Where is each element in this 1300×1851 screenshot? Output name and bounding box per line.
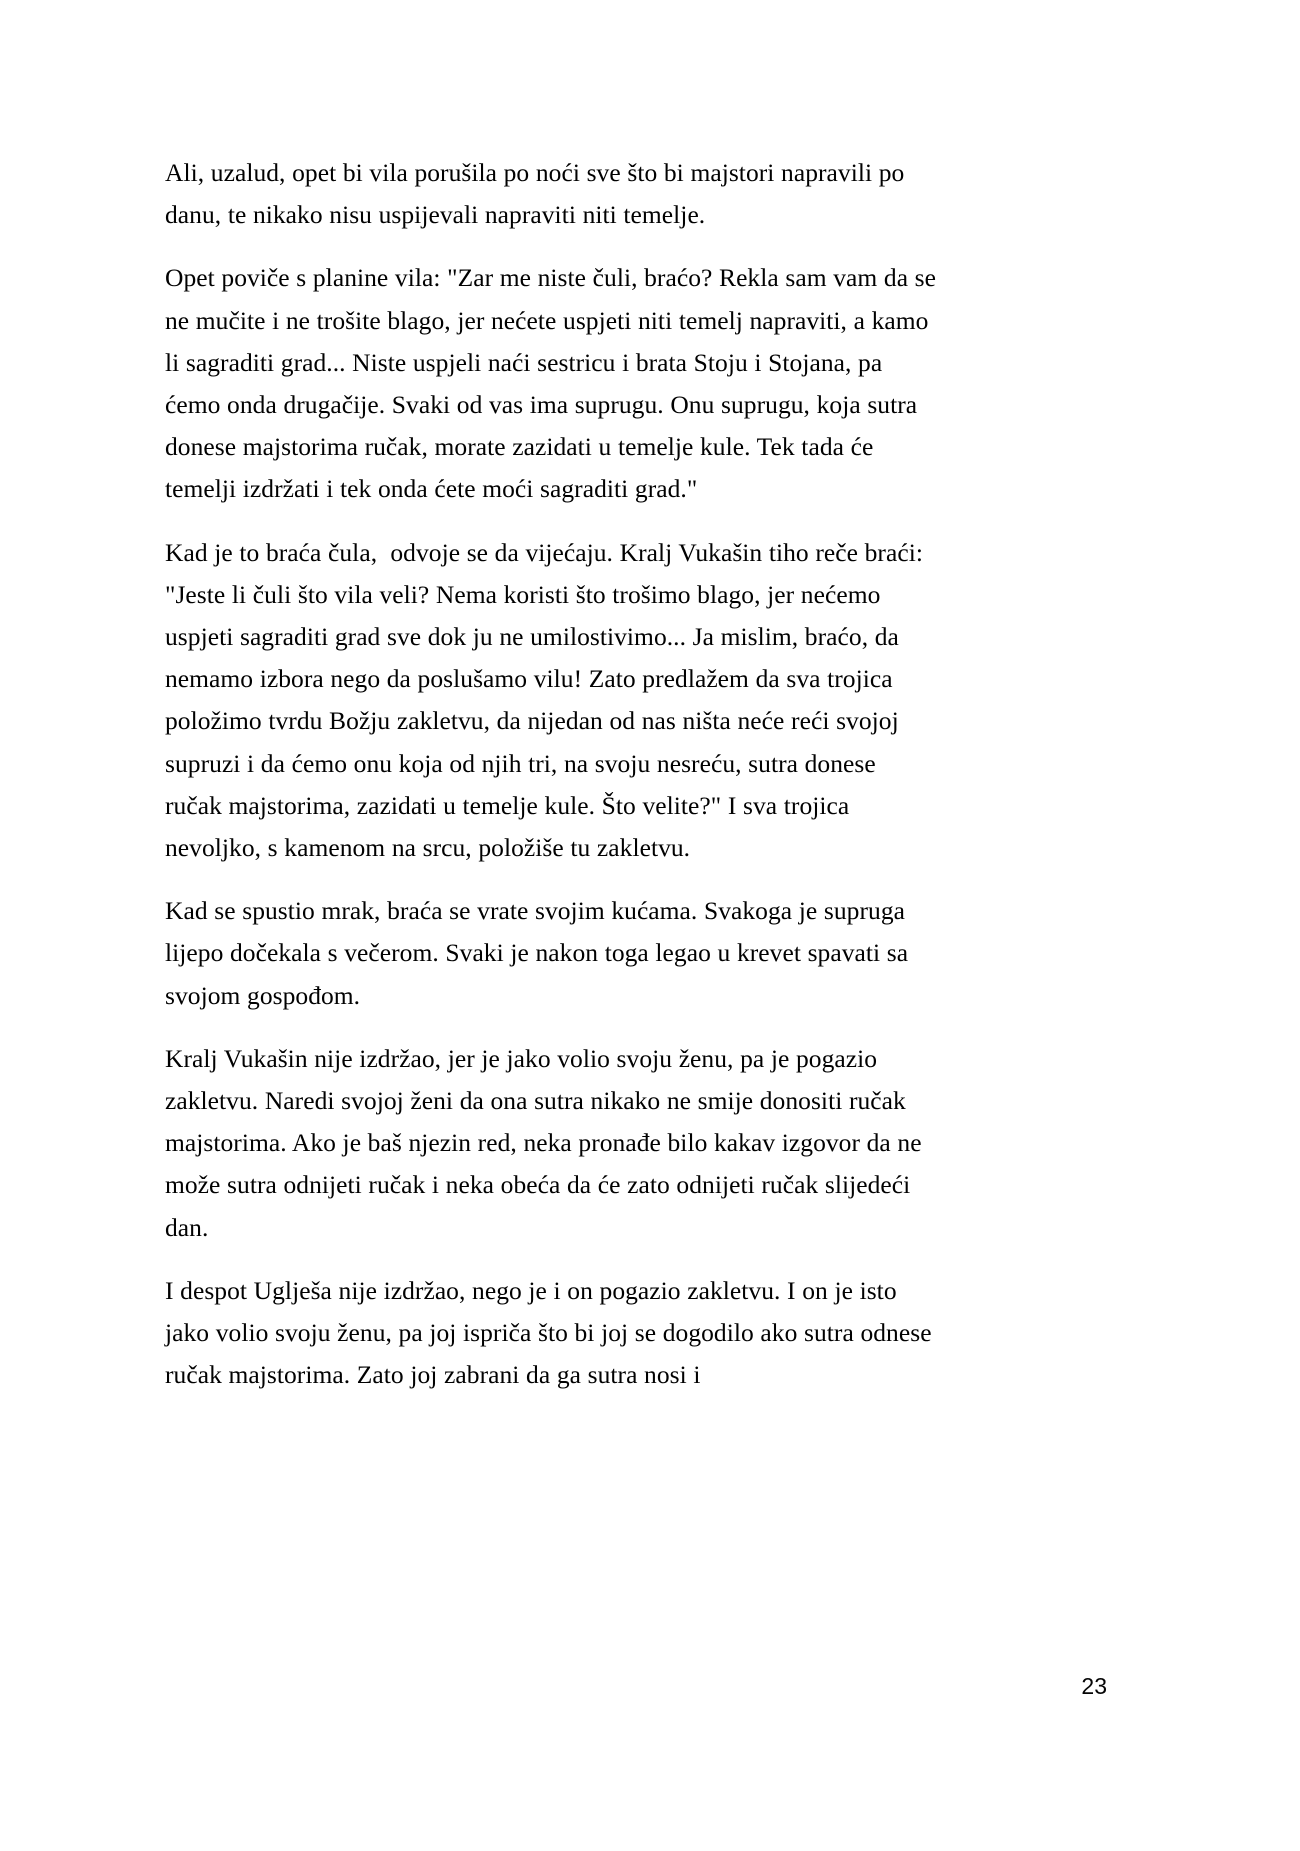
- paragraph-5: Kralj Vukašin nije izdržao, jer je jako volio svoju ženu, pa je pogazio zakletvu. Naredi svojoj ženi da ona sutra nikako ne smije donositi ručak majstorima. Ako je baš njezin red, neka pronađe bilo kakav izgovor da ne može sutra odnijeti ručak i neka obeća da će zato odnijeti ručak slijedeći dan.: [165, 1043, 929, 1242]
- paragraph-2: Opet poviče s planine vila: "Zar me niste čuli, braćo? Rekla sam vam da se ne mučite i ne trošite blago, jer nećete uspjeti niti temelj napraviti, a kamo li sagraditi grad... Niste uspjeli naći sestricu i brata Stoju i Stojana, pa ćemo onda drugačije. Svaki od vas ima suprugu. Onu suprugu, koja sutra donese majstorima ručak, morate zazidati u temelje kule. Tek tada će temelji izdržati i tek onda ćete moći sagraditi grad.": [165, 263, 943, 504]
- page-number: 23: [1081, 1673, 1107, 1699]
- paragraph-1: Ali, uzalud, opet bi vila porušila po noći sve što bi majstori napravili po danu, te nikako nisu uspijevali napraviti niti temelje.: [165, 158, 911, 230]
- paragraph-4: Kad se spustio mrak, braća se vrate svojim kućama. Svakoga je supruga lijepo dočekala s večerom. Svaki je nakon toga legao u krevet spavati sa svojom gospođom.: [165, 896, 915, 1010]
- paragraph-6: I despot Uglješa nije izdržao, nego je i on pogazio zakletvu. I on je isto jako volio svoju ženu, pa joj ispriča što bi joj se dogodilo ako sutra odnese ručak majstorima. Zato joj zabrani da ga sutra nosi i: [165, 1275, 939, 1390]
- paragraph-3: Kad je to braća čula, odvoje se da vijećaju. Kralj Vukašin tiho reče braći: "Jeste li čuli što vila veli? Nema koristi što trošimo blago, jer nećemo uspjeti sagraditi grad sve dok ju ne umilostivimo... Ja mislim, braćo, da nemamo izbora nego da poslušamo vilu! Zato predlažem da sva trojica položimo tvrdu Božju zakletvu, da nijedan od nas ništa neće reći svojoj supruzi i da ćemo onu koja od njih tri, na svoju nesreću, sutra donese ručak majstorima, zazidati u temelje kule. Što velite?" I sva trojica nevoljko, s kamenom na srcu, položiše tu zakletvu.: [165, 537, 930, 863]
- body-text-column: [165, 152, 943, 1396]
